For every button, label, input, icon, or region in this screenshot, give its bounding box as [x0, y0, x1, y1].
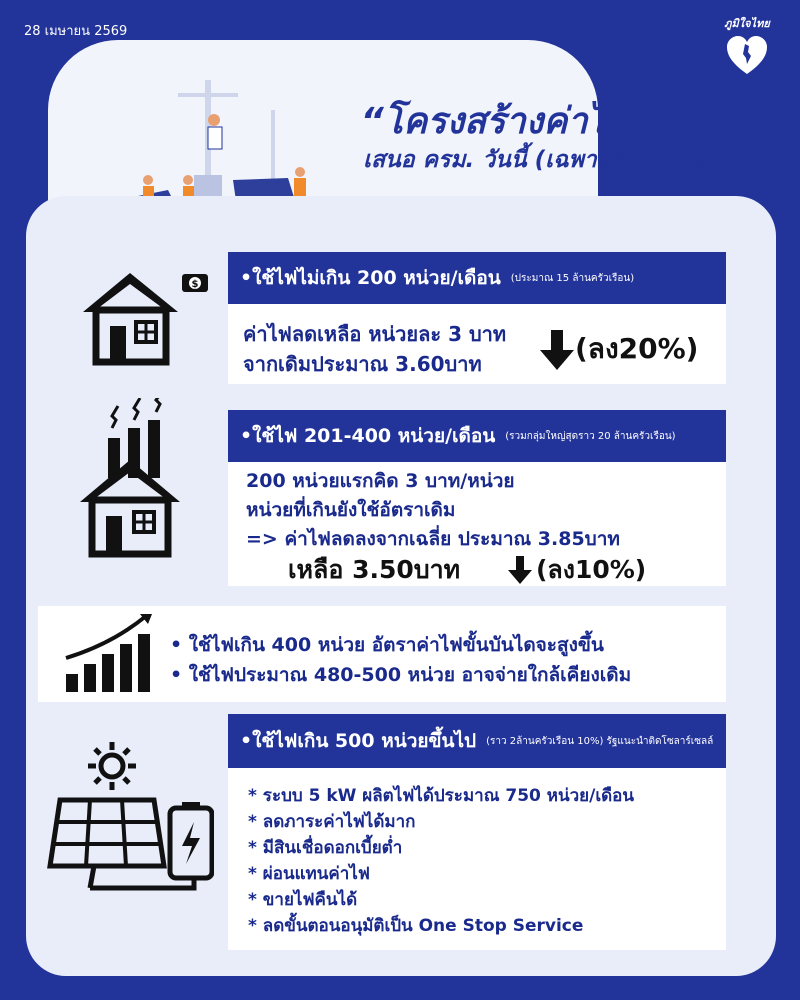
tier1-line1: ค่าไฟลดเหลือ หน่วยละ 3 บาท [243, 322, 507, 346]
logo-text: ภูมิใจไทย [724, 17, 770, 30]
tier1-change: (ลง20%) [575, 332, 699, 365]
tier2-line2: หน่วยที่เกินยังใช้อัตราเดิม [246, 499, 456, 521]
house-icon [78, 268, 213, 368]
tier4-heading-text: •ใช้ไฟเกิน 500 หน่วยขึ้นไป [240, 730, 477, 752]
tier4-note: (ราว 2ล้านครัวเรือน 10%) รัฐแนะนำติดโซลาร์เซลล์ [486, 735, 714, 747]
tier2-heading [228, 410, 726, 462]
tier1-note: (ประมาณ 15 ล้านครัวเรือน) [510, 272, 635, 284]
party-logo [712, 14, 782, 78]
tier3-line2: • ใช้ไฟประมาณ 480-500 หน่วย อาจจ่ายใกล้เคียงเดิม [170, 664, 632, 686]
tier4-item-1: * ระบบ 5 kW ผลิตไฟได้ประมาณ 750 หน่วย/เดือน [248, 786, 635, 806]
tier2-note: (รวมกลุ่มใหญ่สุดราว 20 ล้านครัวเรือน) [505, 430, 676, 442]
heart-map-icon [725, 34, 769, 78]
tier4-item-5: * ขายไฟคืนได้ [248, 890, 358, 910]
tier2-heading-text: •ใช้ไฟ 201-400 หน่วย/เดือน [240, 425, 496, 447]
tier2-line4: เหลือ 3.50บาท [288, 555, 461, 584]
arrow-down-icon [508, 556, 532, 584]
tier2-line1: 200 หน่วยแรกคิด 3 บาท/หน่วย [246, 470, 515, 492]
tier1-line2: จากเดิมประมาณ 3.60บาท [243, 352, 482, 376]
rising-bars-icon [62, 614, 154, 694]
arrow-down-icon [540, 330, 574, 370]
date-label: 28 เมษายน 2569 [24, 24, 128, 39]
page-title: “โครงสร้างค่าไฟใหม่” [360, 101, 720, 142]
tier4-item-3: * มีสินเชื่อดอกเบี้ยต่ำ [248, 838, 403, 858]
tier1-heading [228, 252, 726, 304]
tier4-item-6: * ลดขั้นตอนอนุมัติเป็น One Stop Service [248, 916, 584, 936]
factory-house-icon [78, 398, 188, 558]
page-subtitle: เสนอ ครม. วันนี้ (เฉพาะที่อยู่อาศัย) [363, 147, 717, 173]
solar-panel-battery-icon [44, 738, 214, 906]
tier4-item-4: * ผ่อนแทนค่าไฟ [248, 864, 370, 884]
tier4-heading [228, 714, 726, 768]
tier1-heading-text: •ใช้ไฟไม่เกิน 200 หน่วย/เดือน [240, 267, 501, 289]
tier2-change: (ลง10%) [536, 555, 647, 584]
tier4-item-2: * ลดภาระค่าไฟได้มาก [248, 812, 416, 832]
tier3-line1: • ใช้ไฟเกิน 400 หน่วย อัตราค่าไฟขั้นบันไดจะสูงขึ้น [170, 634, 604, 656]
tier2-line3: => ค่าไฟลดลงจากเฉลี่ย ประมาณ 3.85บาท [246, 528, 620, 550]
svg-text:$: $ [191, 279, 199, 290]
